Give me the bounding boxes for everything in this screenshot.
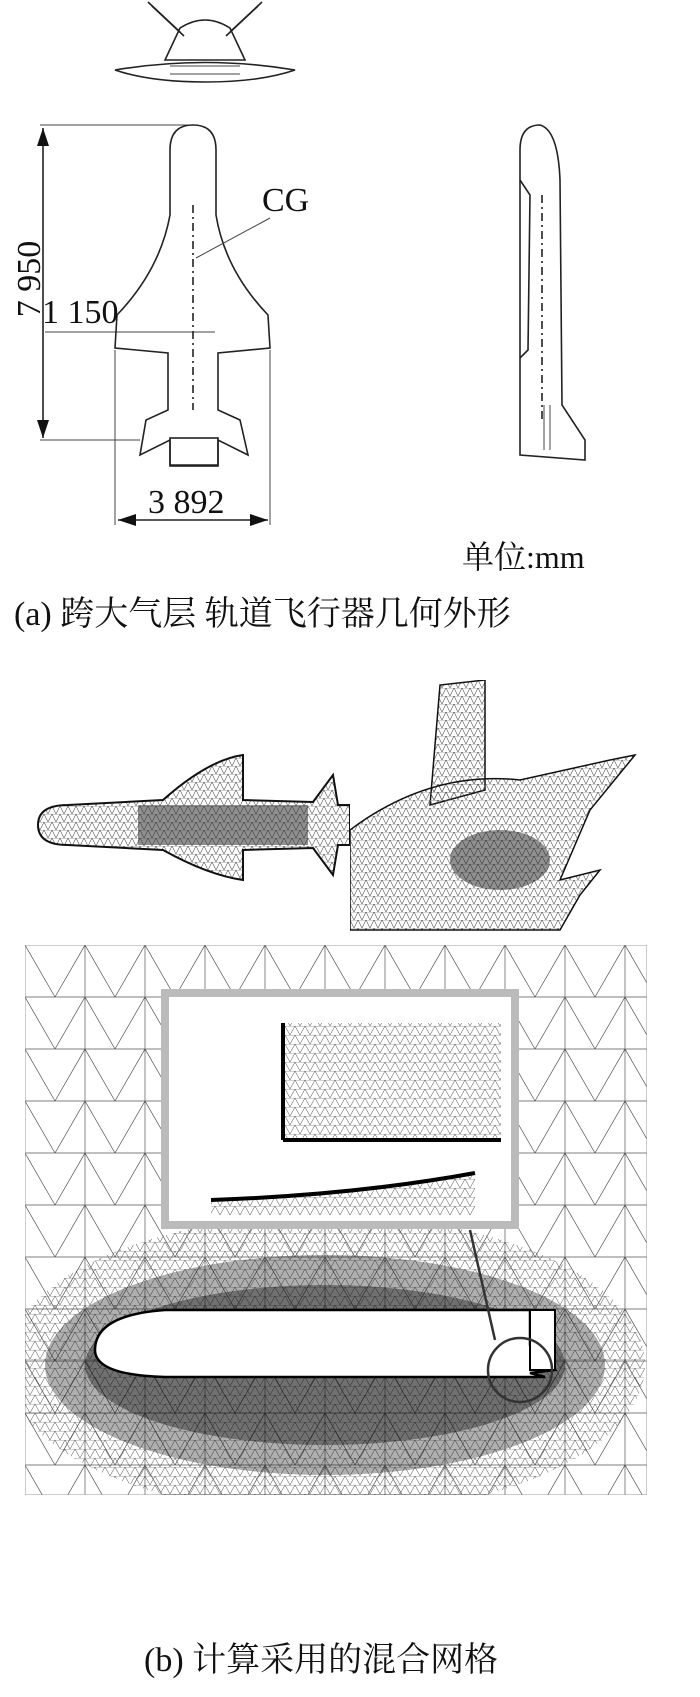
front-view-drawing: [110, 0, 300, 90]
caption-a: (a) 跨大气层 轨道飞行器几何外形: [14, 596, 511, 633]
caption-b: (b) 计算采用的混合网格: [144, 1642, 499, 1679]
side-view-drawing: [500, 120, 600, 470]
dimension-offset-label: 1 150: [42, 294, 119, 331]
unit-label: 单位:mm: [462, 539, 585, 575]
dimension-span-label: 3 892: [148, 484, 225, 521]
volume-mesh-section: [25, 945, 647, 1495]
cg-label: CG: [262, 182, 310, 219]
surface-mesh-perspective-view: [350, 680, 640, 940]
surface-mesh-top-view: [28, 750, 350, 885]
dimension-length-label: 7 950: [11, 240, 48, 318]
